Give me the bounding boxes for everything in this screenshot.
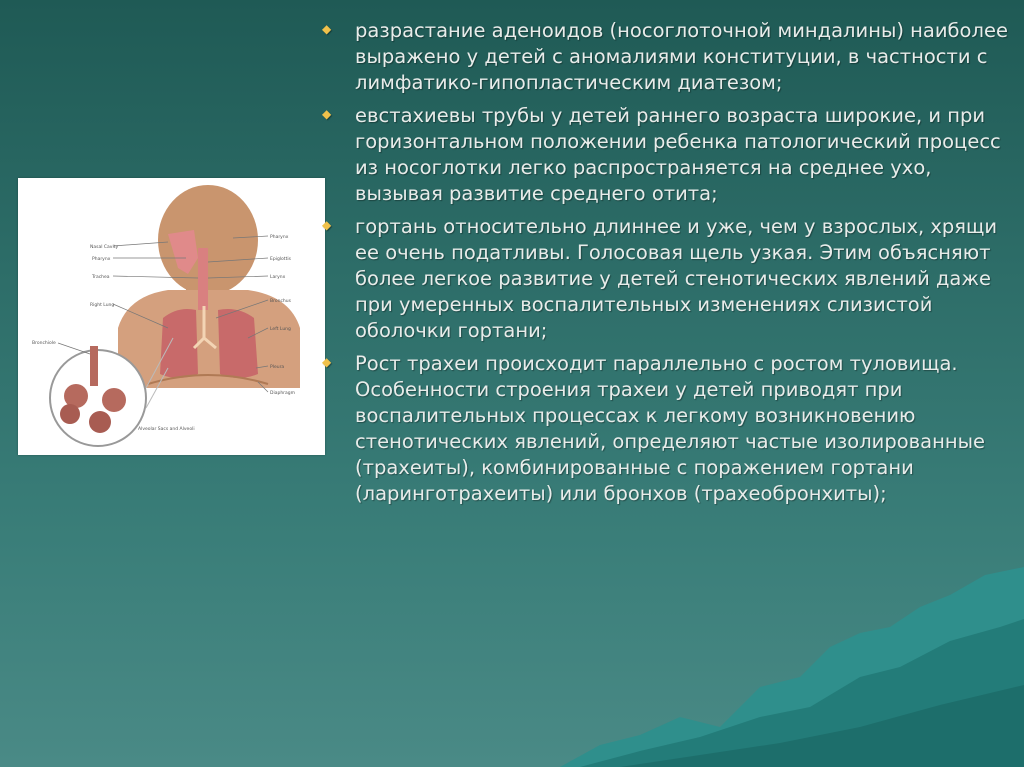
bullet-item — [318, 214, 1008, 344]
figure-label: Bronchiole — [32, 341, 56, 346]
diamond-bullet-icon — [322, 108, 334, 120]
right-lung-shape — [160, 309, 198, 378]
diamond-bullet-icon — [322, 356, 334, 368]
figure-label: Trachea — [92, 275, 110, 280]
diamond-bullet-icon — [322, 219, 334, 231]
figure-label: Bronchus — [270, 299, 291, 304]
bullet-item — [318, 103, 1008, 207]
bullet-item — [318, 18, 1008, 96]
figure-label: Pharynx — [270, 235, 289, 240]
bullet-text: Рост трахеи происходит параллельно с ростом туловища. Особенности строения трахеи у детей приводят при воспалительных процессах к легкому возникновению стенотических явлений, определяют частые изолированные (трахеиты), комбинированные с поражением гортани (ларинготрахеиты) или бронхов (трахеобронхиты); — [355, 352, 985, 505]
figure-label: Nasal Cavity — [90, 245, 119, 250]
figure-label: Alveolar Sacs and Alveoli — [138, 427, 195, 432]
figure-label: Pleura — [270, 365, 285, 370]
figure-label: Right Lung — [90, 303, 115, 308]
figure-label: Left Lung — [270, 327, 291, 332]
bullet-text: разрастание аденоидов (носоглоточной миндалины) наиболее выражено у детей с аномалиями конституции, в частности с лимфатико-гипопластическим диатезом; — [355, 19, 1008, 94]
figure-label: Diaphragm — [270, 391, 296, 396]
bullet-text: гортань относительно длиннее и уже, чем у взрослых, хрящи ее очень податливы. Голосовая щель узкая. Этим объясняют более легкое развитие у детей стенотических явлений даже при умеренных воспалительных изменениях слизистой оболочки гортани; — [355, 215, 998, 342]
mountain-background — [0, 567, 1024, 767]
bullet-text: евстахиевы трубы у детей раннего возраста широкие, и при горизонтальном положении ребенка патологический процесс из носоглотки легко распространяется на среднее ухо, вызывая развитие среднего отита; — [355, 104, 1001, 205]
torso-shape — [118, 290, 300, 388]
figure-label: Epiglottis — [270, 257, 291, 262]
left-lung-shape — [218, 309, 258, 378]
bullet-item — [318, 351, 1008, 507]
respiratory-system-illustration — [18, 178, 325, 455]
diamond-bullet-icon — [322, 23, 334, 35]
figure-label: Larynx — [270, 275, 286, 280]
figure-label: Pharynx — [92, 257, 111, 262]
bullet-list — [318, 18, 1008, 514]
